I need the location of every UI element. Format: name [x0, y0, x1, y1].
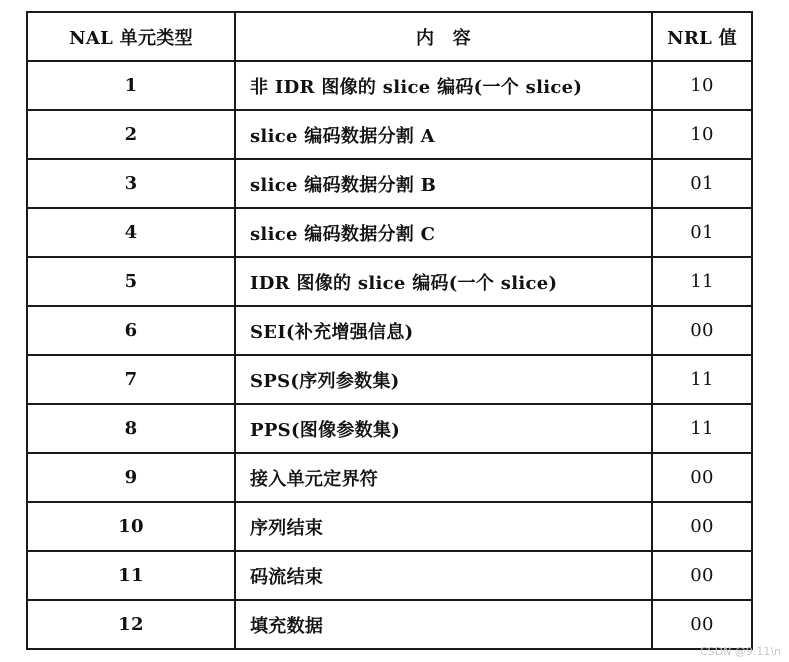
table-row — [27, 159, 752, 208]
table-row — [27, 551, 752, 600]
cell-nal-type: 4 — [27, 208, 235, 257]
table-row — [27, 257, 752, 306]
cell-content: 码流结束 — [235, 551, 652, 600]
cell-nrl-value: 01 — [652, 208, 752, 257]
table-row — [27, 306, 752, 355]
table-header-row — [27, 12, 752, 61]
nal-unit-type-table — [26, 11, 753, 650]
cell-nrl-value: 10 — [652, 110, 752, 159]
table-row — [27, 110, 752, 159]
cell-nrl-value: 10 — [652, 61, 752, 110]
table-row — [27, 600, 752, 649]
cell-nal-type: 9 — [27, 453, 235, 502]
header-content: 内 容 — [235, 12, 652, 61]
cell-nrl-value: 01 — [652, 159, 752, 208]
table-row — [27, 208, 752, 257]
cell-nrl-value: 00 — [652, 306, 752, 355]
cell-content: slice 编码数据分割 B — [235, 159, 652, 208]
cell-nrl-value: 00 — [652, 502, 752, 551]
cell-content: slice 编码数据分割 C — [235, 208, 652, 257]
table-row — [27, 355, 752, 404]
cell-nal-type: 6 — [27, 306, 235, 355]
cell-nal-type: 2 — [27, 110, 235, 159]
cell-content: SEI(补充增强信息) — [235, 306, 652, 355]
cell-content: 非 IDR 图像的 slice 编码(一个 slice) — [235, 61, 652, 110]
cell-nrl-value: 00 — [652, 453, 752, 502]
table-row — [27, 61, 752, 110]
cell-nrl-value: 11 — [652, 257, 752, 306]
cell-content: IDR 图像的 slice 编码(一个 slice) — [235, 257, 652, 306]
table-row — [27, 453, 752, 502]
cell-nrl-value: 11 — [652, 404, 752, 453]
table-row — [27, 502, 752, 551]
cell-nrl-value: 11 — [652, 355, 752, 404]
header-nal-type: NAL 单元类型 — [27, 12, 235, 61]
cell-content: 序列结束 — [235, 502, 652, 551]
cell-nal-type: 3 — [27, 159, 235, 208]
cell-content: 填充数据 — [235, 600, 652, 649]
cell-content: SPS(序列参数集) — [235, 355, 652, 404]
cell-nal-type: 10 — [27, 502, 235, 551]
watermark: CSDN @9.11\n — [699, 645, 781, 658]
cell-nal-type: 5 — [27, 257, 235, 306]
cell-content: 接入单元定界符 — [235, 453, 652, 502]
cell-nal-type: 12 — [27, 600, 235, 649]
table-row — [27, 404, 752, 453]
cell-nal-type: 8 — [27, 404, 235, 453]
cell-nrl-value: 00 — [652, 600, 752, 649]
cell-nal-type: 1 — [27, 61, 235, 110]
cell-nrl-value: 00 — [652, 551, 752, 600]
cell-nal-type: 7 — [27, 355, 235, 404]
cell-nal-type: 11 — [27, 551, 235, 600]
cell-content: PPS(图像参数集) — [235, 404, 652, 453]
cell-content: slice 编码数据分割 A — [235, 110, 652, 159]
header-nrl-value: NRL 值 — [652, 12, 752, 61]
